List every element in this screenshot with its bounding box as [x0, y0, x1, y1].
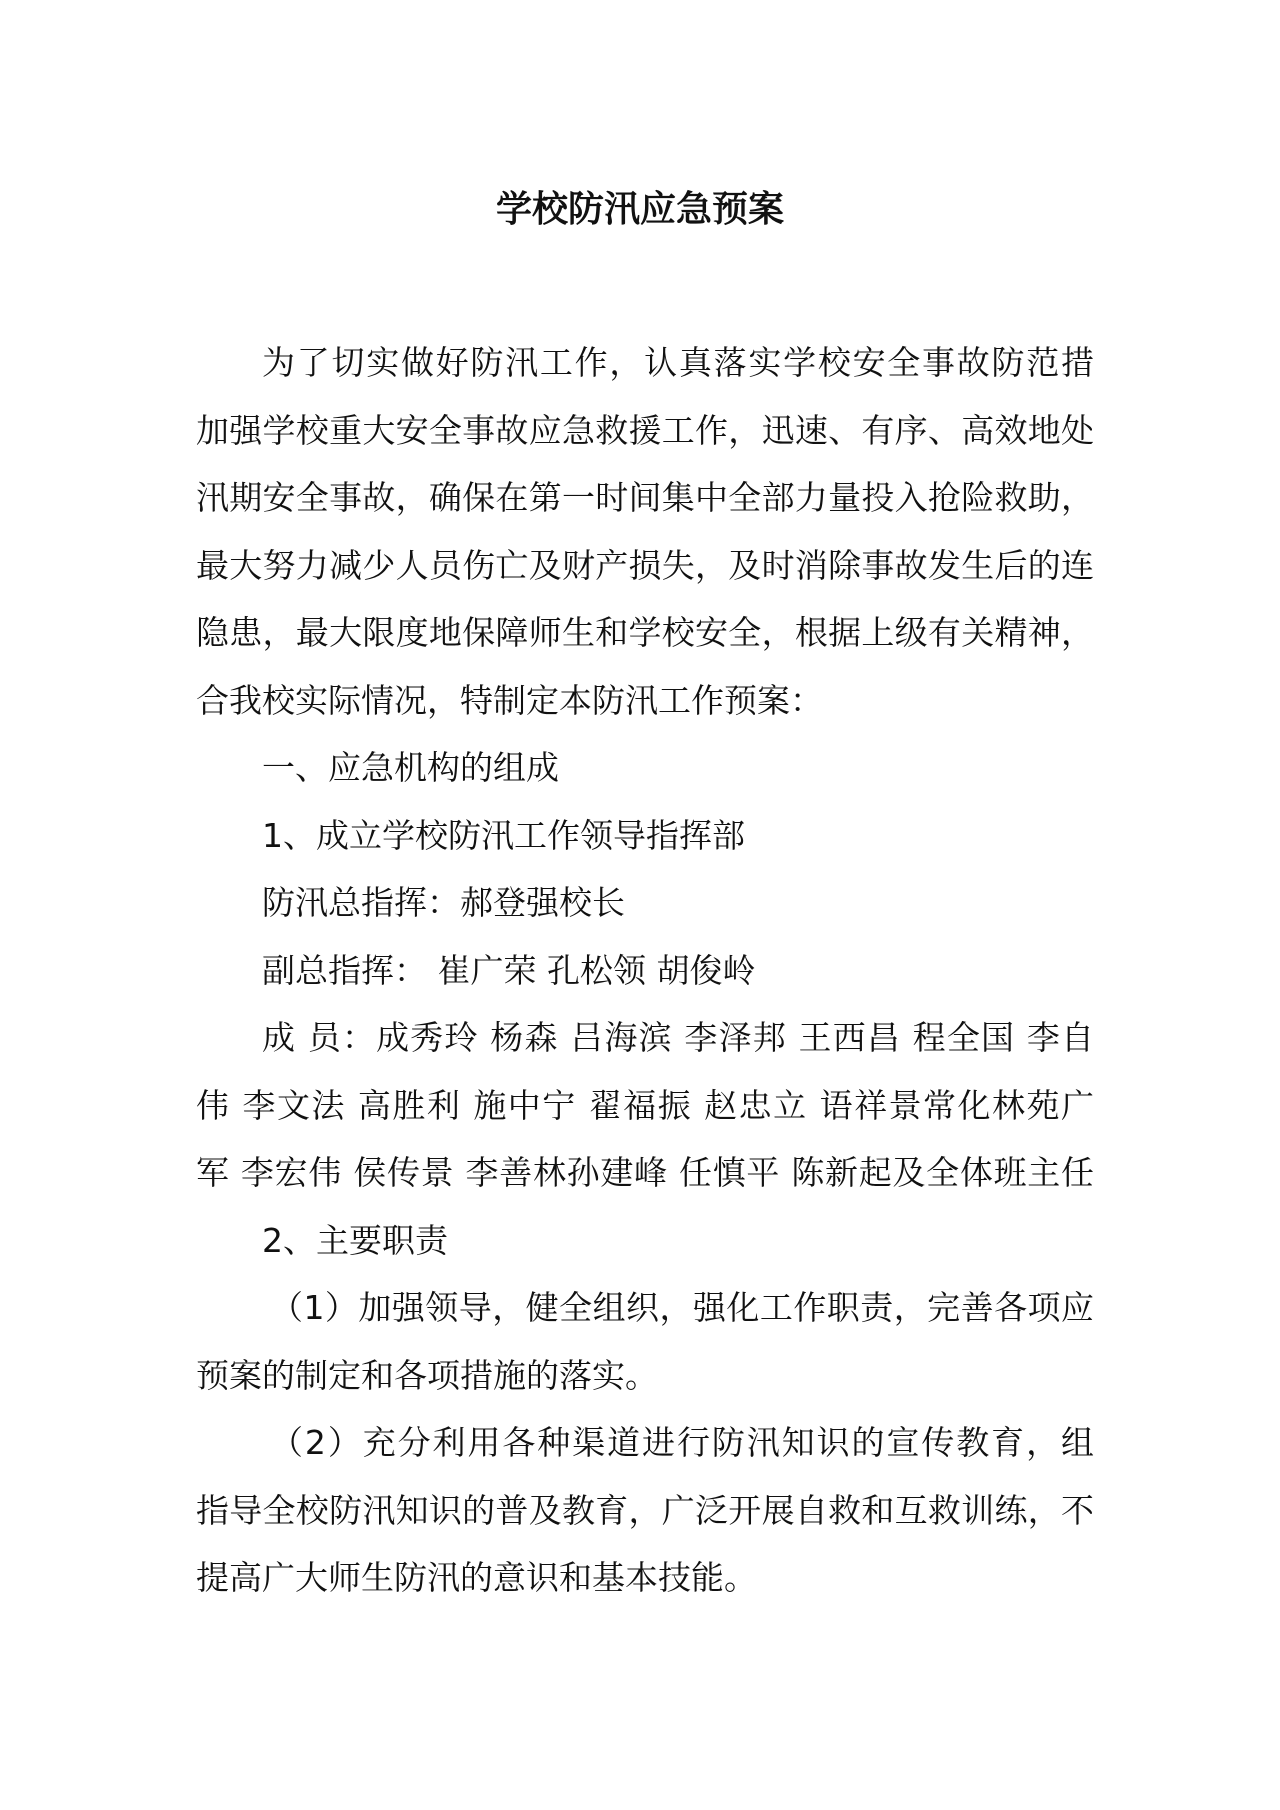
paragraph-line: 预案的制定和各项措施的落实。: [196, 1355, 658, 1395]
paragraph-line: 汛期安全事故，确保在第一时间集中全部力量投入抢险救助，: [196, 478, 1094, 517]
paragraph-line: 军 李宏伟 侯传景 李善林孙建峰 任慎平 陈新起及全体班主任: [196, 1153, 1094, 1192]
paragraph-line: 合我校实际情况，特制定本防汛工作预案：: [196, 680, 823, 720]
paragraph-line: 提高广大师生防汛的意识和基本技能。: [196, 1558, 757, 1597]
paragraph-line: 加强学校重大安全事故应急救援工作，迅速、有序、高效地处: [196, 410, 1094, 450]
paragraph-line: 指导全校防汛知识的普及教育，广泛开展自救和互救训练，不: [196, 1490, 1094, 1530]
paragraph-line: 副总指挥： 崔广荣 孔松领 胡俊岭: [262, 950, 756, 990]
paragraph-line: （2）充分利用各种渠道进行防汛知识的宣传教育，组: [270, 1423, 1094, 1462]
paragraph-line: 最大努力减少人员伤亡及财产损失，及时消除事故发生后的连: [196, 545, 1094, 585]
paragraph-line: 2、主要职责: [262, 1220, 448, 1260]
paragraph-line: （1）加强领导，健全组织，强化工作职责，完善各项应: [270, 1288, 1094, 1327]
document-body: [196, 329, 1094, 1612]
paragraph-line: 成 员：成秀玲 杨森 吕海滨 李泽邦 王西昌 程全国 李自: [262, 1018, 1094, 1057]
document-title: 学校防汛应急预案: [495, 189, 784, 230]
paragraph-line: 防汛总指挥：郝登强校长: [262, 883, 625, 922]
paragraph-line: 一、应急机构的组成: [262, 748, 559, 787]
paragraph-line: 隐患，最大限度地保障师生和学校安全，根据上级有关精神，: [196, 613, 1094, 652]
paragraph-line: 为了切实做好防汛工作，认真落实学校安全事故防范措: [262, 343, 1094, 382]
paragraph-line: 伟 李文法 高胜利 施中宁 翟福振 赵忠立 语祥景常化林苑广: [196, 1085, 1094, 1125]
paragraph-line: 1、成立学校防汛工作领导指挥部: [262, 815, 745, 855]
